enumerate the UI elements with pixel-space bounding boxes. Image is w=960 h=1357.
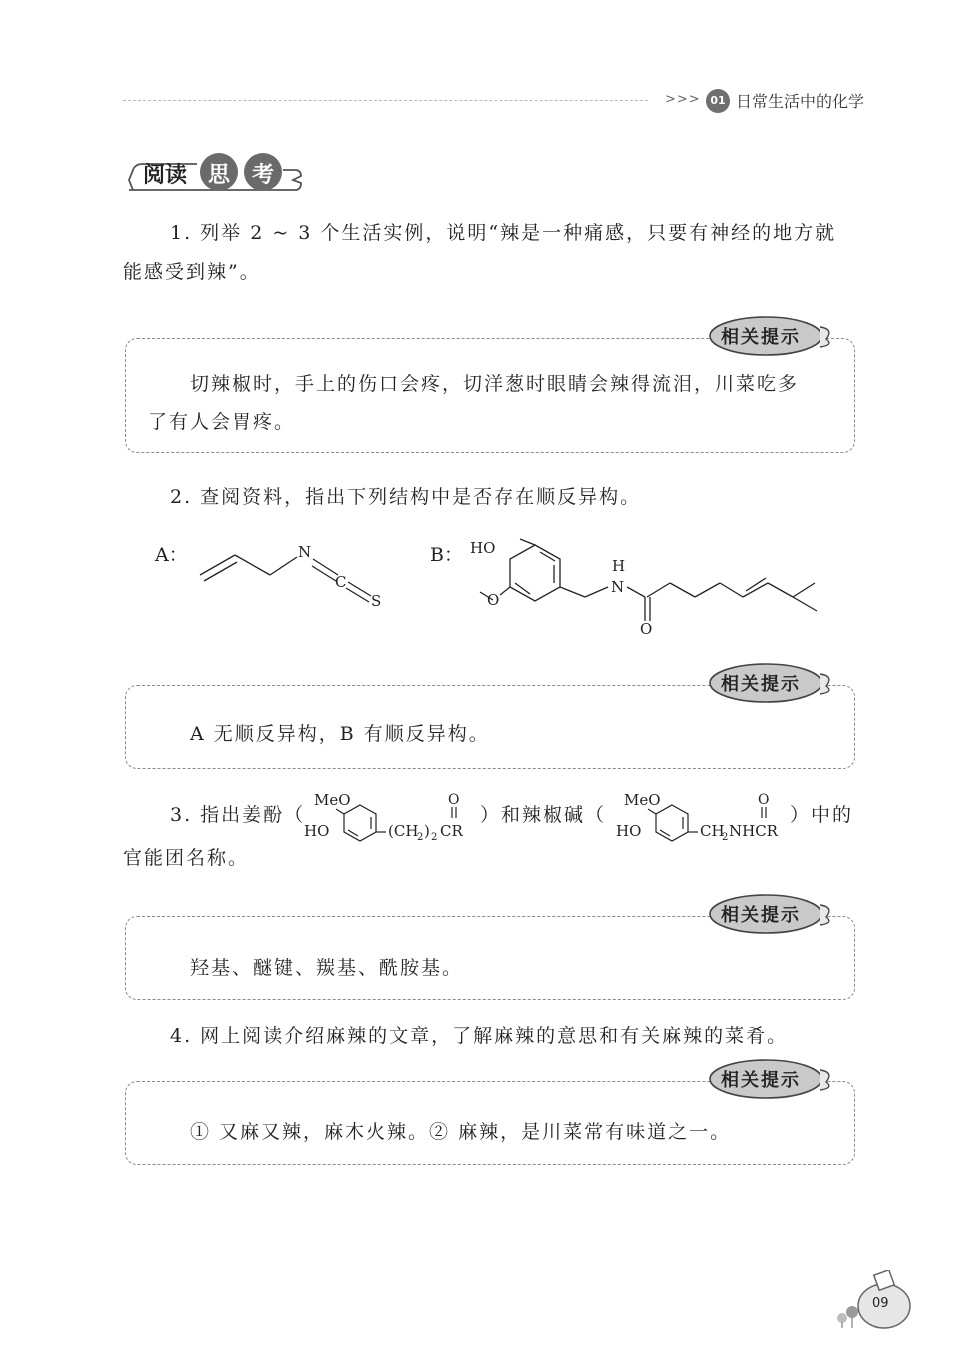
- gingerol-formula: [300, 785, 500, 845]
- q4-hint-line1: ① 又麻又辣，麻木火辣。② 麻辣，是川菜常有味道之一。: [190, 1121, 732, 1143]
- q2-label-b: B：: [430, 544, 463, 566]
- capsaicin-sub: 2: [722, 832, 729, 843]
- banner-title-1: 阅读: [143, 163, 188, 188]
- capsaicin-meo: MeO: [624, 791, 661, 809]
- gingerol-ho: HO: [304, 822, 330, 840]
- q4-line1: 4. 网上阅读介绍麻辣的文章，了解麻辣的意思和有关麻辣的菜肴。: [170, 1025, 789, 1047]
- atom-ho: HO: [470, 539, 496, 557]
- banner-title-2a: 思: [208, 163, 231, 188]
- q3-line1-a: 3. 指出姜酚（: [170, 804, 306, 826]
- q3-hint-tag: [708, 893, 834, 935]
- q1-hint-line2: 了有人会胃疼。: [148, 411, 296, 433]
- gingerol-o: O: [448, 792, 460, 808]
- header-arrows: >>>: [665, 92, 701, 107]
- q1-hint-line1: 切辣椒时，手上的伤口会疼，切洋葱时眼睛会辣得流泪，川菜吃多: [190, 373, 800, 395]
- header-divider: [123, 100, 648, 101]
- chapter-number-badge: 01: [706, 89, 730, 113]
- banner-title-2b: 考: [252, 163, 275, 188]
- gingerol-meo: MeO: [314, 791, 351, 809]
- q3-line2: 官能团名称。: [123, 847, 250, 869]
- atom-n-amide: N: [611, 578, 625, 596]
- q2-line1: 2. 查阅资料，指出下列结构中是否存在顺反异构。: [170, 486, 642, 508]
- gingerol-cr: CR: [440, 822, 463, 840]
- gingerol-sub2: 2: [431, 832, 438, 843]
- capsaicin-formula: [612, 785, 797, 845]
- atom-o-ether: O: [487, 591, 500, 609]
- q3-hint-line1: 羟基、醚键、羰基、酰胺基。: [190, 957, 464, 979]
- q3-hint-label: 相关提示: [721, 905, 801, 926]
- atom-n: N: [298, 543, 312, 561]
- gingerol-sub: 2: [417, 832, 424, 843]
- q4-hint-tag: [708, 1058, 834, 1100]
- capsaicin-ho: HO: [616, 822, 642, 840]
- q1-hint-tag: [708, 315, 834, 357]
- structure-a: [195, 535, 395, 610]
- q3-line1-b: ）和辣椒碱（: [480, 804, 607, 826]
- atom-h: H: [612, 557, 626, 575]
- q1-hint-label: 相关提示: [721, 327, 801, 348]
- atom-o-carbonyl: O: [640, 620, 653, 638]
- q3-line1-c: ）中的: [790, 804, 854, 826]
- q2-hint-line1: A 无顺反异构，B 有顺反异构。: [190, 723, 490, 745]
- page-number-area: [826, 1270, 918, 1330]
- gingerol-chain: (CH: [388, 822, 419, 840]
- q2-hint-tag: [708, 662, 834, 704]
- atom-c: C: [335, 573, 347, 591]
- atom-s: S: [371, 592, 382, 610]
- q1-line2: 能感受到辣”。: [123, 261, 261, 283]
- capsaicin-o: O: [758, 792, 770, 808]
- structure-b: [465, 525, 835, 640]
- capsaicin-ch: CH: [700, 822, 725, 840]
- section-banner: [123, 150, 305, 196]
- q2-label-a: A：: [155, 544, 188, 566]
- capsaicin-nhcr: NHCR: [729, 822, 778, 840]
- q1-line1: 1. 列举 2 ~ 3 个生活实例，说明“辣是一种痛感，只要有神经的地方就: [170, 222, 837, 244]
- gingerol-close: ): [424, 822, 430, 840]
- q4-hint-label: 相关提示: [721, 1070, 801, 1091]
- chapter-title: 日常生活中的化学: [736, 92, 865, 111]
- page-number: 09: [872, 1296, 889, 1311]
- q2-hint-label: 相关提示: [721, 674, 801, 695]
